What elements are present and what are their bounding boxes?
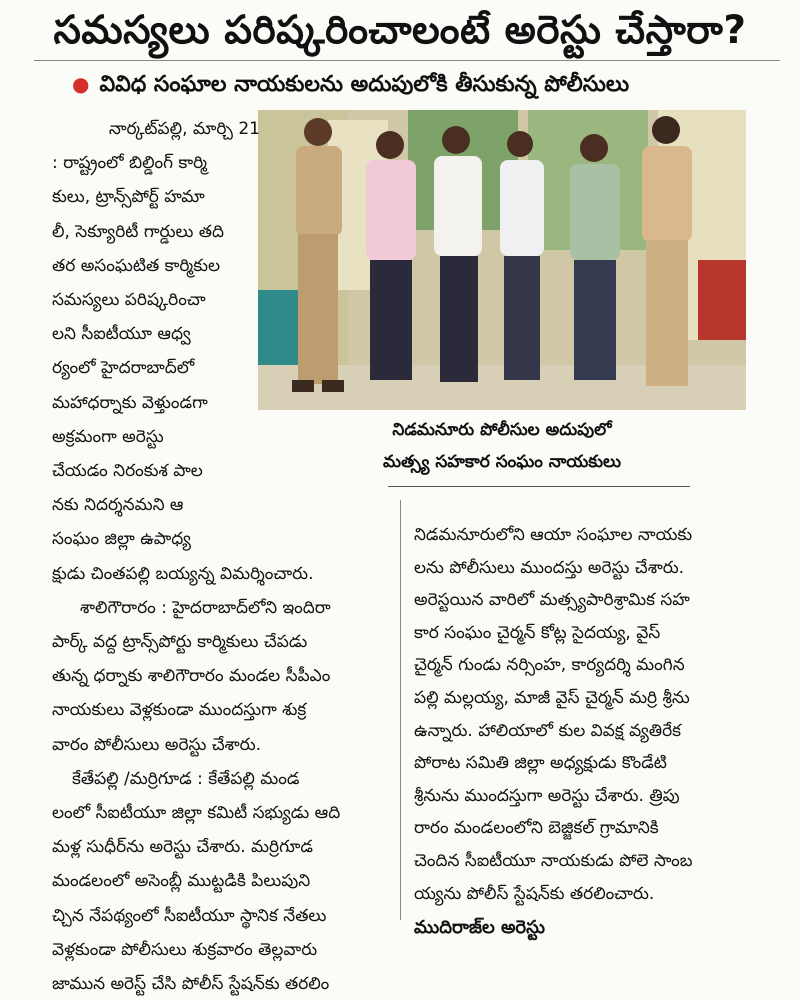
article-line: లీ, సెక్యూరిటీ గార్డులు తది — [52, 221, 225, 242]
caption-line: నిడమనూరు పోలీసుల అదుపులో — [392, 420, 612, 440]
article-line: : రాష్ట్రంలో బిల్డింగ్ కార్మి — [52, 153, 208, 174]
headline: సమస్యలు పరిష్కరించాలంటే అరెస్టు చేస్తారా? — [53, 8, 747, 53]
article-line: య్యను పోలీస్ స్టేషన్‌కు తరలించారు. — [414, 883, 655, 904]
article-line: మండలంలో అసెంబ్లీ ముట్టడికి పిలుపుని — [52, 871, 311, 892]
caption-rule — [388, 486, 690, 487]
article-line: సమస్యలు పరిష్కరించా — [52, 290, 206, 311]
article-line: అక్రమంగా అరెస్టు — [52, 426, 164, 447]
caption-line: మత్స్య సహకార సంఘం నాయకులు — [383, 452, 621, 472]
article-line: తర అసంఘటిత కార్మికుల — [52, 255, 221, 276]
article-line: పల్లి మల్లయ్య, మాజీ వైస్ చైర్మన్ మర్రి శ్రీను — [414, 687, 690, 708]
article-line: నాయకులు వెళ్లకుండా ముందస్తుగా శుక్ర — [52, 700, 307, 721]
article-line: క్షుడు చింతపల్లి బయ్యన్న విమర్శించారు. — [52, 563, 314, 584]
article-line: పార్క్ వద్ద ట్రాన్స్‌పోర్టు కార్మికులు చేపడు — [52, 632, 308, 653]
article-line: మహాధర్నాకు వెళ్తుండగా — [52, 392, 208, 413]
section-heading: ముదిరాజ్‌ల అరెస్టు — [414, 917, 545, 939]
subheadline-text: వివిధ సంఘాల నాయకులను అదుపులోకి తీసుకున్న పోలీసులు — [99, 72, 630, 97]
article-line: వారం పోలీసులు అరెస్టు చేశారు. — [52, 734, 262, 755]
article-line: అరెస్టయిన వారిలో మత్స్యపారిశ్రామిక సహ — [414, 590, 690, 611]
article-line: సంఘం జిల్లా ఉపాధ్య — [52, 529, 191, 550]
article-line: చ్చిన నేపథ్యంలో సీఐటీయూ స్థానిక నేతలు — [52, 905, 327, 926]
article-line: పోరాట సమితి జిల్లా అధ్యక్షుడు కొండేటి — [414, 753, 667, 774]
article-line: శ్రీనును ముందస్తుగా అరెస్టు చేశారు. త్రిపు — [414, 785, 680, 806]
article-line: కార సంఘం చైర్మన్ కోట్ల సైదయ్య, వైస్ — [414, 622, 661, 643]
article-line: కులు, ట్రాన్స్‌పోర్ట్ హమా — [52, 187, 205, 208]
article-line: నార్కట్‌పల్లి, మార్చి 21 — [108, 119, 260, 139]
subheadline — [72, 64, 629, 104]
article-line: వెళ్లకుండా పోలీసులు శుక్రవారం తెల్లవారు — [52, 939, 318, 960]
article-line: కేతేపల్లి /మర్రిగూడ : కేతేపల్లి మండ — [72, 768, 300, 789]
article-line: లంలో సీఐటీయూ జిల్లా కమిటీ సభ్యుడు ఆది — [52, 803, 341, 824]
article-line: లని సీఐటీయూ ఆధ్వ — [52, 324, 191, 345]
article-line: నకు నిదర్శనమని ఆ — [52, 495, 184, 516]
column-divider — [400, 500, 401, 920]
article-line: నిడమనూరులోని ఆయా సంఘాల నాయకు — [414, 525, 693, 545]
article-line: తున్న ధర్నాకు శాలిగౌరారం మండల సీపీఎం — [52, 666, 331, 687]
article-line: చేయడం నిరంకుశ పాల — [52, 461, 203, 482]
article-line: శాలిగౌరారం : హైదరాబాద్‌లోని ఇందిరా — [80, 597, 331, 618]
article-line: చెందిన సీఐటీయూ నాయకుడు పోలె సాంబ — [414, 850, 693, 871]
article-line: లను పోలీసులు ముందస్తు అరెస్టు చేశారు. — [414, 557, 685, 578]
right-column — [414, 519, 792, 945]
article-line: ఉన్నారు. హాలియాలో కుల వివక్ష వ్యతిరేక — [414, 720, 682, 741]
article-line: జామున అరెస్ట్ చేసి పోలీస్ స్టేషన్‌కు తరలిం — [52, 974, 330, 995]
article-line: ర్యంలో హైదరాబాద్‌లో — [52, 358, 195, 379]
left-column — [52, 112, 386, 1001]
article-line: మళ్ల సుధీర్‌ను అరెస్టు చేశారు. మర్రిగూడ — [52, 837, 313, 858]
article-line: రారం మండలంలోని బెజ్జికల్ గ్రామానికి — [414, 818, 659, 839]
bullet-icon: ● — [72, 72, 90, 96]
headline-rule — [34, 60, 780, 61]
article-line: చైర్మన్ గుండు నర్సింహ, కార్యదర్శి మంగిన — [414, 655, 685, 676]
